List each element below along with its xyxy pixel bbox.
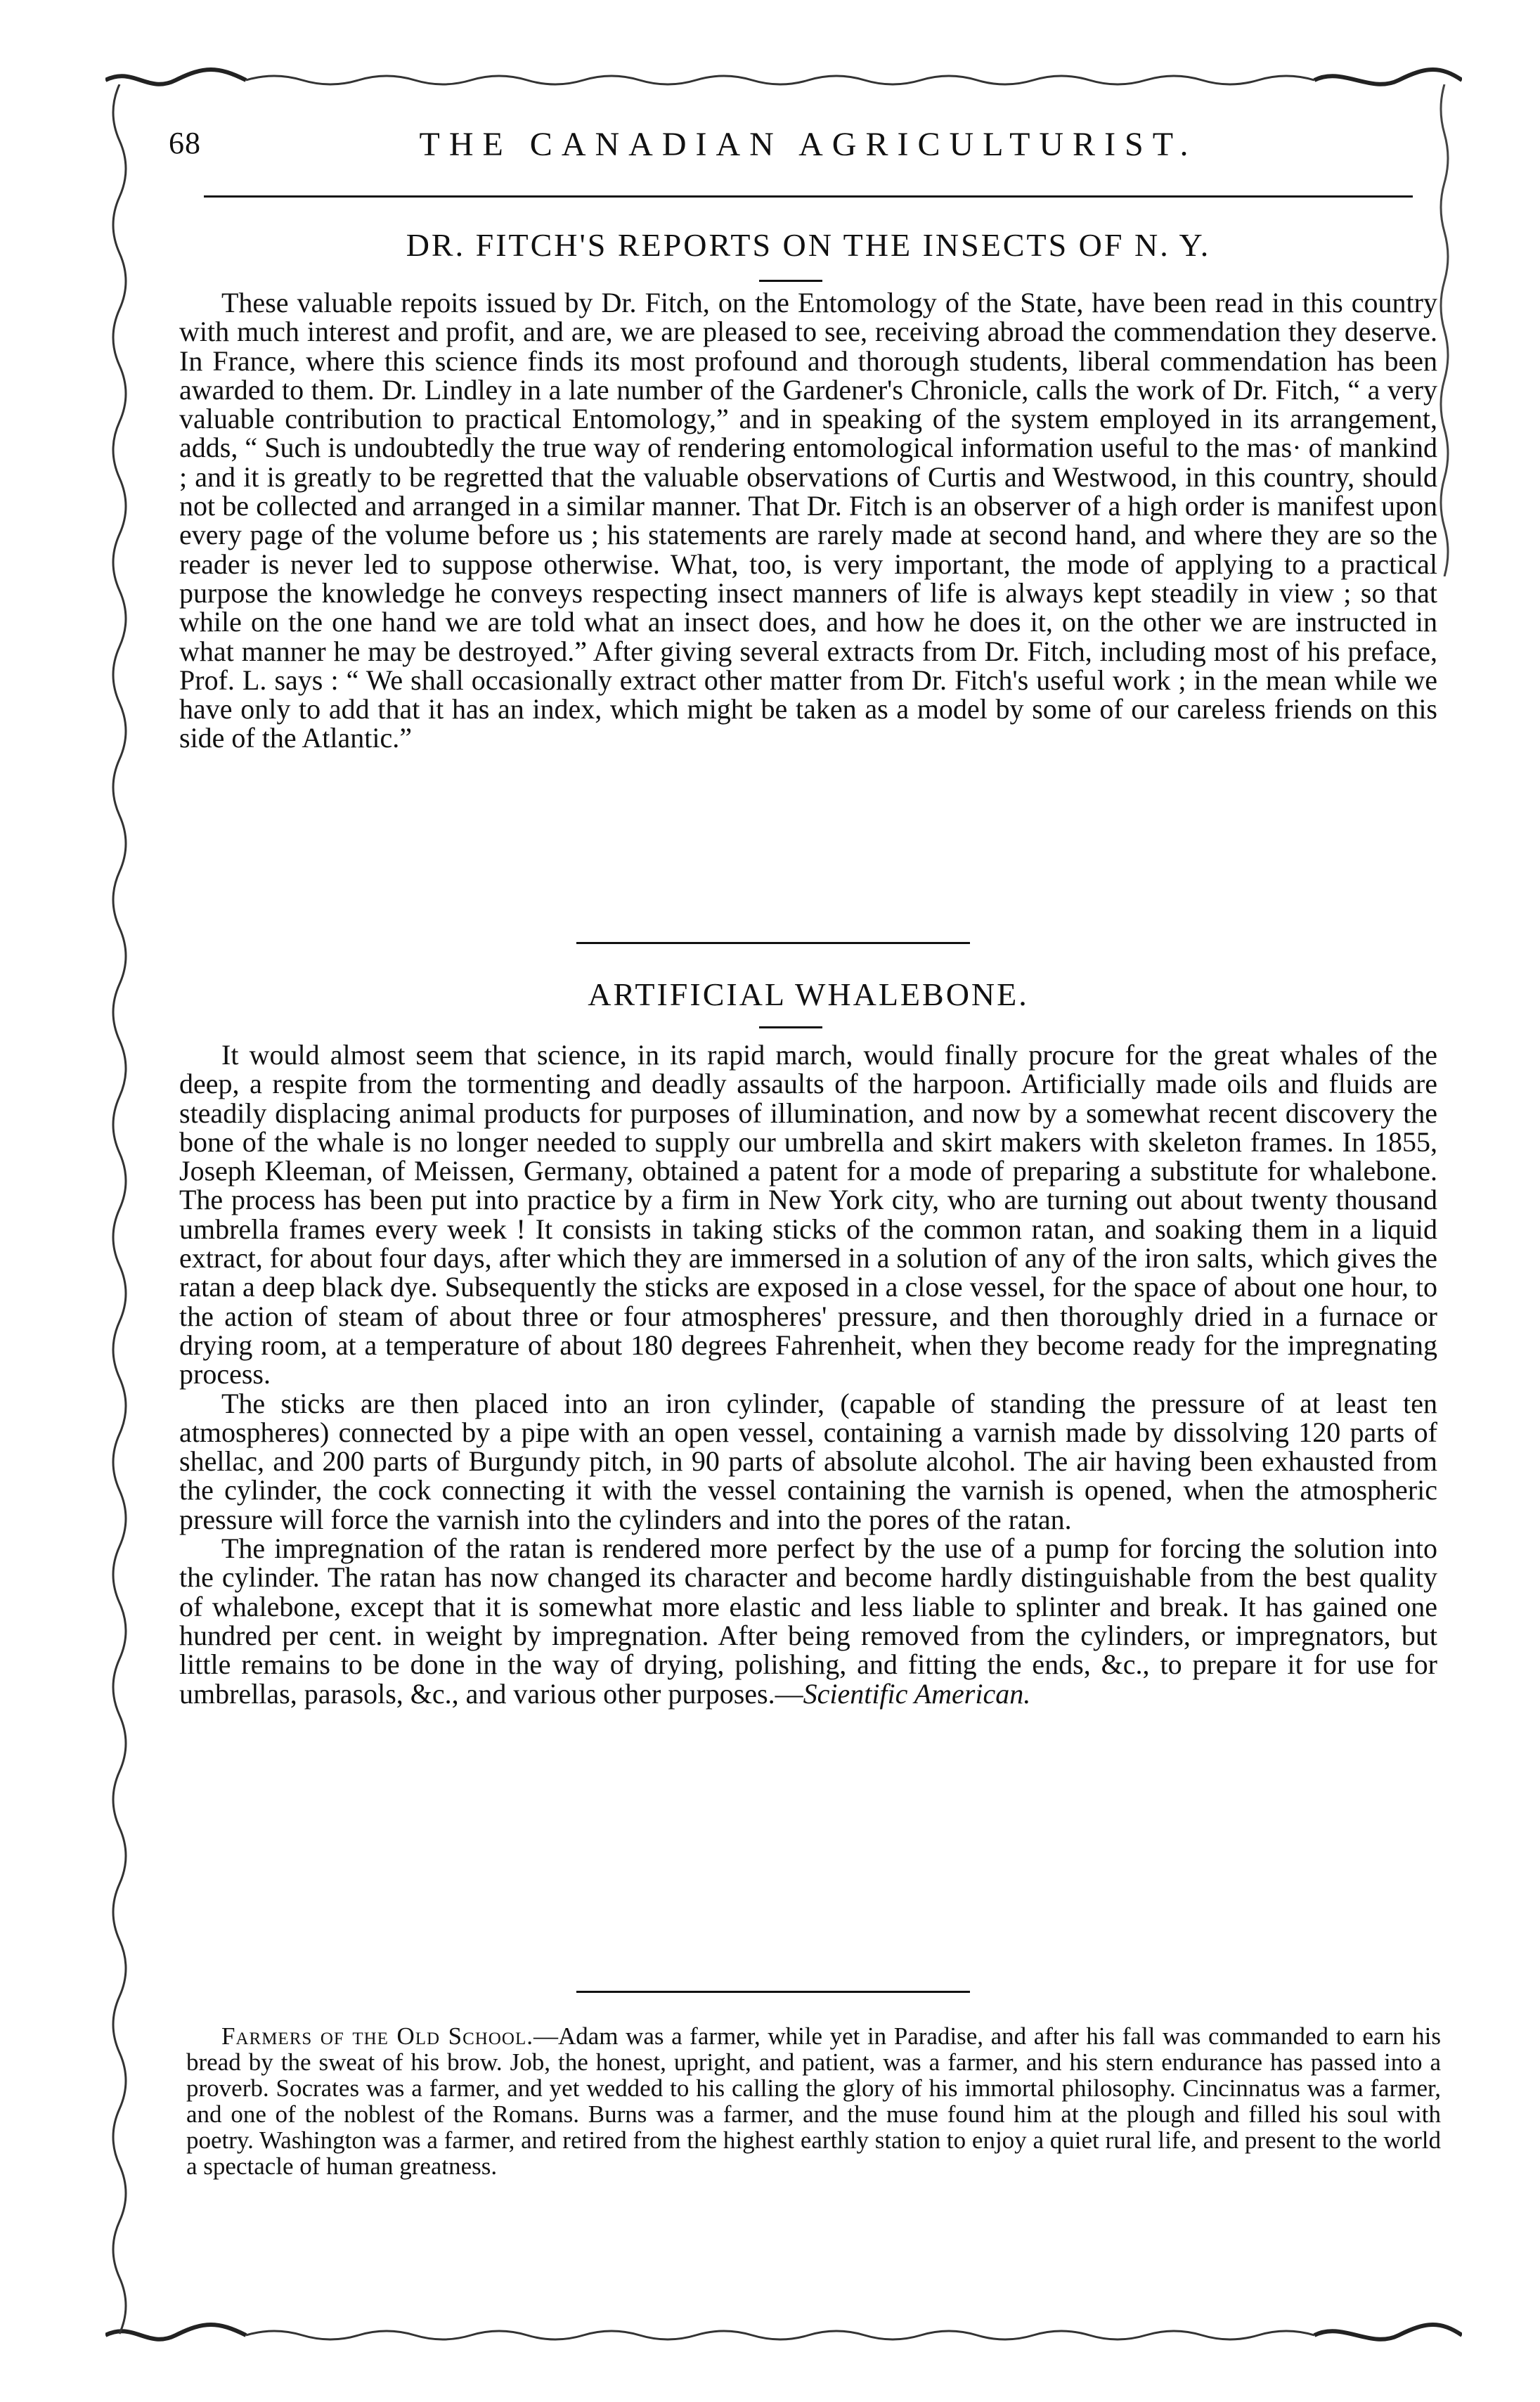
top-ornament-border	[105, 65, 1462, 96]
article-body-fitch-reports	[179, 288, 1437, 753]
paragraph-text: —Adam was a farmer, while yet in Paradise, and after his fall was commanded to earn his bread by the sweat of his brow. Job, the honest, upright, and patient, was a farmer, and his stern endurance has passed into a proverb. Socrates was a farmer, and yet wedded to his calling the glory of his immortal philosophy. Cincinnatus was a farmer, and one of the noblest of the Romans. Burns was a farmer, and the muse found him at the plough and filled his soul with poetry. Washington was a farmer, and retired from the highest earthly station to enjoy a quiet rural life, and present to the world a spectacle of human greatness.	[186, 2022, 1441, 2180]
title-underline-rule	[759, 280, 822, 282]
source-citation: Scientific American.	[803, 1677, 1031, 1710]
paragraph-text: The impregnation of the ratan is rendered more perfect by the use of a pump for forcing the solution into the cylinder. The ratan has now changed its character and become hardly distinguishable from the best quality of whalebone, except that it is somewhat more elastic and less liable to splinter and break. It has gained one hundred per cent. in weight by impregnation. After being removed from the cylinders, or impregnators, but little remains to be done in the way of drying, polishing, and fitting the ends, &c., to prepare it for use for umbrellas, parasols, &c., and various other purposes.—	[179, 1532, 1437, 1710]
running-title: THE CANADIAN AGRICULTURIST.	[419, 126, 1198, 163]
paragraph: These valuable repoits issued by Dr. Fitch, on the Entomology of the State, have been read in this country with much interest and profit, and are, we are pleased to see, receiving abroad the commendation they deserve. In France, where this science finds its most profound and thorough students, liberal commendation has been awarded to them. Dr. Lindley in a late number of the Gardener's Chronicle, calls the work of Dr. Fitch, “ a very valuable contribution to practical Entomology,” and in speaking of the system employed in its arrangement, adds, “ Such is undoubtedly the true way of rendering entomological information useful to the mas· of mankind ; and it is greatly to be regretted that the valuable observations of Curtis and Westwood, in this country, should not be collected and arranged in a similar manner. That Dr. Fitch is an observer of a high order is manifest upon every page of the volume before us ; his statements are rarely made at second hand, and where they are so the reader is never led to suppose otherwise. What, too, is very important, the mode of applying to a practical purpose the knowledge he conveys respecting insect manners of life is always kept steadily in view ; so that while on the one hand we are told what an insect does, and how he does it, on the other we are instructed in what manner he may be destroyed.” After giving several extracts from Dr. Fitch, including most of his preface, Prof. L. says : “ We shall occasionally extract other matter from Dr. Fitch's useful work ; in the mean while we have only to add that it has an index, which might be taken as a model by some of our careless friends on this side of the Atlantic.”	[179, 287, 1437, 754]
article-title-fitch-reports: DR. FITCH'S REPORTS ON THE INSECTS OF N. Y.	[406, 227, 1211, 263]
article-lead-heading: Farmers of the Old School.	[221, 2022, 533, 2050]
title-underline-rule	[759, 1026, 822, 1028]
page-number: 68	[169, 126, 201, 160]
article-body-whalebone	[179, 1040, 1437, 1708]
paragraph: It would almost seem that science, in its rapid march, would finally procure for the great whales of the deep, a respite from the tormenting and deadly assaults of the harpoon. Artificially made oils and fluids are steadily displacing animal products for purposes of illumination, and now by a somewhat recent discovery the bone of the whale is no longer needed to supply our umbrella and skirt makers with skeleton frames. In 1855, Joseph Kleeman, of Meissen, Germany, obtained a patent for a mode of preparing a substitute for whalebone. The process has been put into practice by a firm in New York city, who are turning out about twenty thousand umbrella frames every week ! It consists in taking sticks of the common ratan, and soaking them in a liquid extract, for about four days, after which they are immersed in a solution of any of the iron salts, which gives the ratan a deep black dye. Subsequently the sticks are exposed in a close vessel, for the space of about one hour, to the action of steam of about three or four atmospheres' pressure, and then thoroughly dried in a furnace or drying room, at a temperature of about 180 degrees Fahrenheit, when they become ready for the impregnating process.	[179, 1039, 1437, 1390]
paragraph: The sticks are then placed into an iron cylinder, (capable of standing the pressure of at least ten atmospheres) connected by a pipe with an open vessel, containing a varnish made by dissolving 120 parts of shellac, and 200 parts of Burgundy pitch, in 90 parts of absolute alcohol. The air having been exhausted from the cylinder, the cock connecting it with the vessel containing the varnish is opened, when the atmospheric pressure will force the varnish into the cylinders and into the pores of the ratan.	[179, 1387, 1437, 1535]
paragraph	[179, 1534, 1437, 1708]
header-rule	[204, 195, 1413, 198]
bottom-ornament-border	[105, 2320, 1462, 2351]
page-header	[169, 125, 1448, 174]
section-divider-rule	[576, 942, 970, 944]
left-wavy-border	[91, 84, 148, 2348]
paragraph	[186, 2023, 1441, 2179]
article-body-farmers	[186, 2023, 1441, 2179]
section-divider-rule	[576, 1991, 970, 1993]
article-title-whalebone: ARTIFICIAL WHALEBONE.	[588, 976, 1029, 1012]
